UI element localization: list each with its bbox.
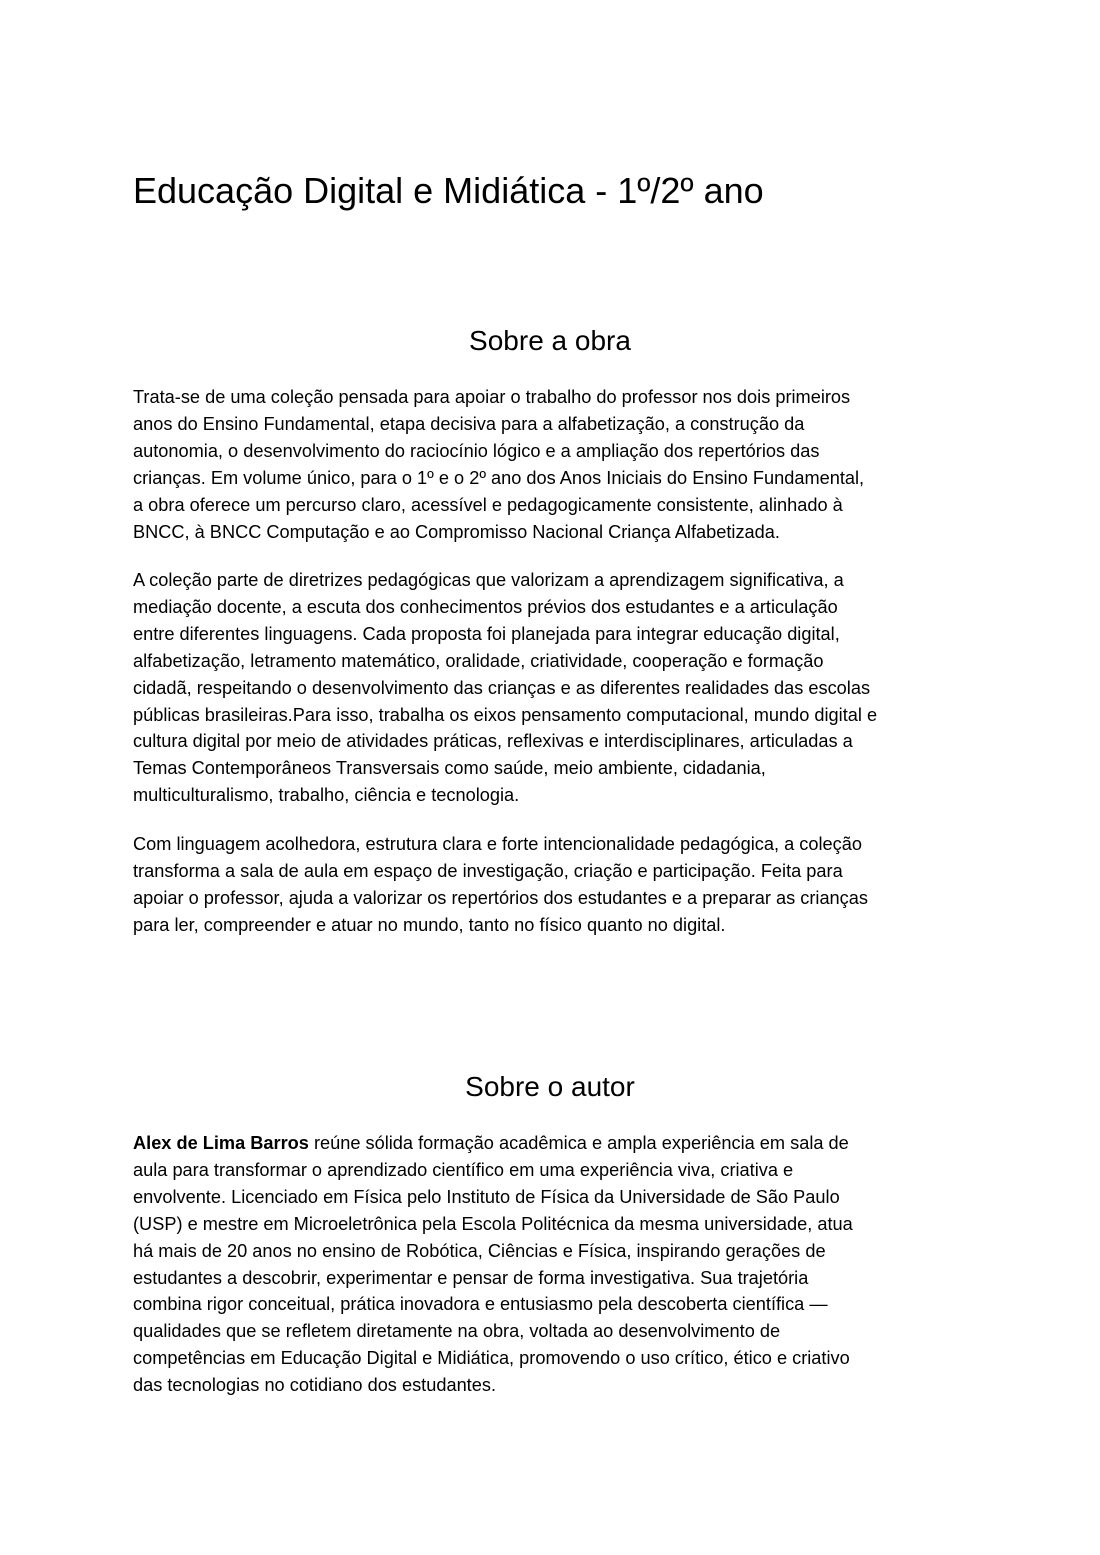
document-title: Educação Digital e Midiática - 1º/2º ano [133, 170, 764, 211]
text-line: entre diferentes linguagens. Cada proposta foi planejada para integrar educação digital, [133, 623, 840, 644]
text-line-first [133, 1130, 973, 1157]
text-line: A coleção parte de diretrizes pedagógicas que valorizam a aprendizagem significativa, a [133, 570, 844, 590]
text-line: para ler, compreender e atuar no mundo, tanto no físico quanto no digital. [133, 914, 726, 935]
text-line: a obra oferece um percurso claro, acessível e pedagogicamente consistente, alinhado à [133, 494, 843, 515]
text-line: (USP) e mestre em Microeletrônica pela Escola Politécnica da mesma universidade, atua [133, 1213, 853, 1234]
text-line: das tecnologias no cotidiano dos estudantes. [133, 1375, 496, 1396]
paragraph-obra-1 [133, 384, 973, 545]
text-line: combina rigor conceitual, prática inovadora e entusiasmo pela descoberta científica — [133, 1294, 828, 1315]
paragraph-obra-2 [133, 567, 973, 809]
author-intro-text: reúne sólida formação acadêmica e ampla experiência em sala de [308, 1133, 849, 1153]
text-line: cultura digital por meio de atividades práticas, reflexivas e interdisciplinares, articuladas a [133, 731, 853, 752]
section-heading-sobre-autor: Sobre o autor [465, 1071, 635, 1102]
text-line: qualidades que se refletem diretamente na obra, voltada ao desenvolvimento de [133, 1321, 781, 1342]
text-line: competências em Educação Digital e Midiática, promovendo o uso crítico, ético e criativo [133, 1348, 850, 1369]
text-line: públicas brasileiras.Para isso, trabalha os eixos pensamento computacional, mundo digital e [133, 704, 878, 725]
text-line: há mais de 20 anos no ensino de Robótica, Ciências e Física, inspirando gerações de [133, 1240, 826, 1261]
text-line: estudantes a descobrir, experimentar e pensar de forma investigativa. Sua trajetória [133, 1267, 809, 1288]
text-line: cidadã, respeitando o desenvolvimento das crianças e as diferentes realidades das escolas [133, 677, 871, 698]
text-line: mediação docente, a escuta dos conhecimentos prévios dos estudantes e a articulação [133, 596, 838, 617]
paragraph-autor [133, 1130, 973, 1399]
text-line: apoiar o professor, ajuda a valorizar os repertórios dos estudantes e a preparar as crianças [133, 887, 868, 908]
text-line: BNCC, à BNCC Computação e ao Compromisso Nacional Criança Alfabetizada. [133, 521, 780, 542]
text-line: Trata-se de uma coleção pensada para apoiar o trabalho do professor nos dois primeiros [133, 387, 851, 407]
text-line: aula para transformar o aprendizado científico em uma experiência viva, criativa e [133, 1159, 794, 1180]
text-line: multiculturalismo, trabalho, ciência e tecnologia. [133, 785, 520, 806]
text-line: anos do Ensino Fundamental, etapa decisiva para a alfabetização, a construção da [133, 413, 805, 434]
text-line: envolvente. Licenciado em Física pelo Instituto de Física da Universidade de São Paulo [133, 1186, 840, 1207]
author-name: Alex de Lima Barros [133, 1133, 309, 1153]
text-line: autonomia, o desenvolvimento do raciocínio lógico e a ampliação dos repertórios das [133, 440, 820, 461]
section-heading-sobre-obra: Sobre a obra [469, 325, 631, 356]
text-line: alfabetização, letramento matemático, oralidade, criatividade, cooperação e formação [133, 650, 824, 671]
paragraph-obra-3 [133, 831, 973, 939]
text-line: Temas Contemporâneos Transversais como saúde, meio ambiente, cidadania, [133, 758, 766, 779]
text-line: Com linguagem acolhedora, estrutura clara e forte intencionalidade pedagógica, a coleção [133, 834, 862, 854]
text-line: transforma a sala de aula em espaço de investigação, criação e participação. Feita para [133, 860, 843, 881]
text-line: crianças. Em volume único, para o 1º e o 2º ano dos Anos Iniciais do Ensino Fundamental, [133, 467, 865, 488]
